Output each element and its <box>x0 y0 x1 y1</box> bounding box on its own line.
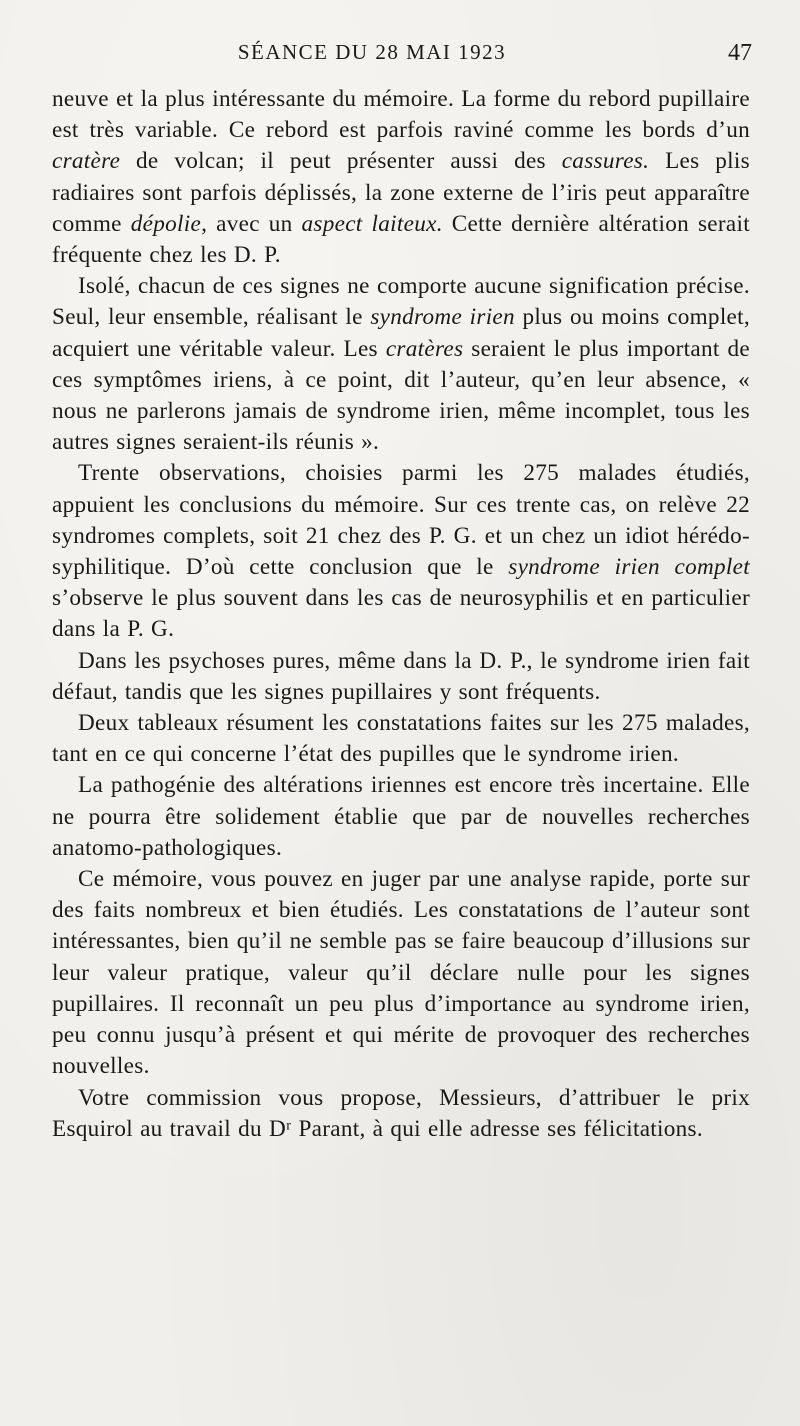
text-run: La pathogénie des altérations iriennes est encore très incertaine. Elle ne pourra être solidement établie que par de nouvelles recherches anatomo-pathologiques. <box>52 772 750 861</box>
text-run: neuve et la plus intéressante du mémoire. La forme du rebord pupillaire est très variable. Ce rebord est parfois raviné comme les bords d’un <box>52 86 750 144</box>
text-run: de volcan; il peut présenter aussi des <box>120 148 562 175</box>
text-run: Ce mémoire, vous pouvez en juger par une analyse rapide, porte sur des faits nombreux et bien étudiés. Les constatations de l’auteur sont intéressantes, bien qu’il ne semble pas se faire beaucoup d’illusions sur leur valeur pratique, valeur qu’il déclare nulle pour les signes pupillaires. Il reconnaît un peu plus d’importance au syndrome irien, peu connu jusqu’à présent et qui mérite de provoquer des recherches nouvelles. <box>52 866 750 1080</box>
running-header <box>52 40 752 72</box>
text-run: plus ou moins complet, acquiert une véritable valeur. Les <box>52 304 750 362</box>
paragraph <box>52 84 750 271</box>
italic-text: cassures. <box>561 148 650 175</box>
text-run: Cette dernière altération serait fréquente chez les D. P. <box>52 210 750 269</box>
body-text <box>52 84 750 1145</box>
paragraph <box>52 646 750 708</box>
italic-text: syndrome irien complet <box>508 554 750 581</box>
italic-text: dépolie, <box>130 210 208 237</box>
paragraph <box>52 770 750 864</box>
italic-text: syndrome irien <box>370 304 515 331</box>
text-run: Les plis radiaires sont parfois déplissés, la zone externe de l’iris peut apparaître comme <box>52 148 750 237</box>
page-number: 47 <box>728 40 752 66</box>
text-run: Votre commission vous propose, Messieurs, d’attribuer le prix Esquirol au travail du Dʳ Parant, à qui elle adresse ses félicitations. <box>52 1084 750 1142</box>
paragraph <box>52 458 750 645</box>
italic-text: aspect laiteux. <box>301 210 443 237</box>
paragraph <box>52 1083 750 1145</box>
paragraph <box>52 864 750 1082</box>
italic-text: cratère <box>52 148 121 175</box>
text-run: Isolé, chacun de ces signes ne comporte aucune signification précise. Seul, leur ensemble, réalisant le <box>52 273 750 331</box>
text-run: avec un <box>207 210 302 237</box>
text-run: seraient le plus important de ces symptômes iriens, à ce point, dit l’auteur, qu’en leur absence, « nous ne parlerons jamais de syndrome irien, même incomplet, tous les autres signes seraient-ils réunis ». <box>52 335 750 456</box>
paragraph <box>52 708 750 770</box>
italic-text: cratères <box>385 335 464 362</box>
running-title: SÉANCE DU 28 MAI 1923 <box>237 40 507 64</box>
text-run: Trente observations, choisies parmi les 275 malades étudiés, appuient les conclusions du mémoire. Sur ces trente cas, on relève 22 syndromes complets, soit 21 chez des P. G. et un chez un idiot hérédo-syphilitique. D’où cette conclusion que le <box>52 460 750 581</box>
paragraph <box>52 271 750 458</box>
text-run: Dans les psychoses pures, même dans la D. P., le syndrome irien fait défaut, tandis que les signes pupillaires y sont fréquents. <box>52 647 750 705</box>
text-run: Deux tableaux résument les constatations faites sur les 275 malades, tant en ce qui concerne l’état des pupilles que le syndrome irien. <box>52 710 750 768</box>
text-run: s’observe le plus souvent dans les cas de neurosyphilis et en particulier dans la P. G. <box>52 585 750 643</box>
